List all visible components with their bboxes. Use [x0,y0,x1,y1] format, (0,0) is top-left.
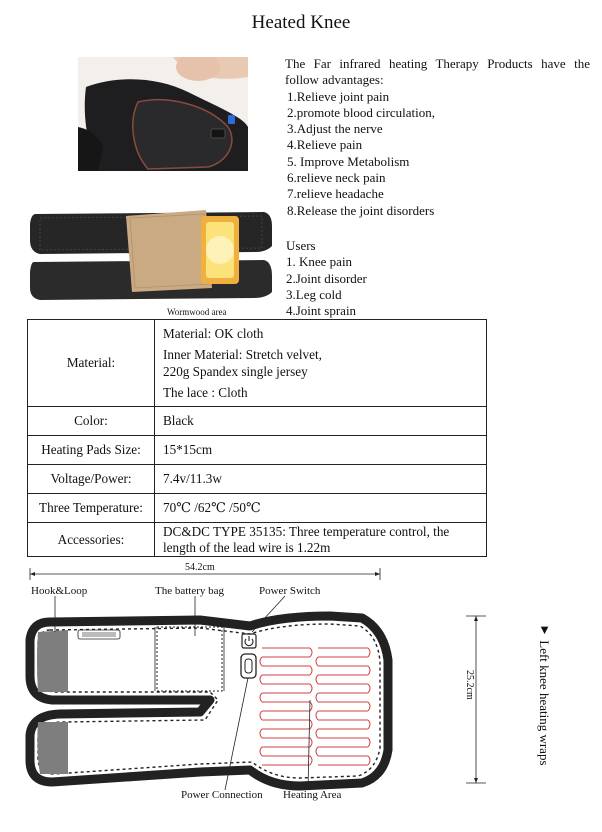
spec-value: Black [155,407,487,436]
spec-label: Color: [28,407,155,436]
user-item: 1. Knee pain [286,254,353,270]
spec-label: Three Temperature: [28,494,155,523]
user-item: 4.Joint sprain [286,303,357,319]
battery-bag-label: The battery bag [155,585,225,597]
hook-loop-label: Hook&Loop [31,585,88,597]
advantage-item: 4.Relieve pain [287,137,363,153]
spec-row-accessories [28,523,487,557]
advantage-item: 7.relieve headache [287,186,384,202]
wrap-outline [30,616,388,786]
material-line: 220g Spandex single jersey [163,364,308,379]
spec-row-pads [28,436,487,465]
advantages-intro: The Far infrared heating Therapy Products have the follow advantages: [285,56,590,88]
spec-label: Voltage/Power: [28,465,155,494]
heating-area [260,648,370,765]
spec-row-temperature [28,494,487,523]
advantages-block [285,56,590,219]
spec-label: Material: [28,320,155,407]
power-connection-label: Power Connection [181,789,263,801]
material-line: Inner Material: Stretch velvet, [163,346,322,362]
spec-row-material [28,320,487,407]
wormwood-pad-photo [26,206,274,306]
width-dimension-label: 54.2cm [185,562,215,573]
spec-row-color [28,407,487,436]
page-title: Heated Knee [251,12,351,33]
side-caption: ▼ Left knee heating wraps [537,622,552,766]
power-switch-label: Power Switch [259,585,321,597]
spec-value: 7.4v/11.3w [155,465,487,494]
advantage-item: 1.Relieve joint pain [287,88,390,104]
spec-value: 15*15cm [155,436,487,465]
spec-label: Accessories: [28,523,155,557]
advantage-item: 3.Adjust the nerve [287,121,383,137]
advantage-item: 2.promote blood circulation, [287,104,436,120]
spec-value: 70℃ /62℃ /50℃ [155,494,487,523]
hook-loop-area [37,630,68,692]
material-line: The lace : Cloth [163,384,248,400]
heating-area-label: Heating Area [283,789,342,801]
wormwood-area-label: Wormwood area [167,307,227,317]
power-connection [241,654,256,678]
advantage-item: 5. Improve Metabolism [287,153,410,169]
height-dimension-label: 25.2cm [464,670,475,700]
user-item: 2.Joint disorder [286,270,367,286]
users-block [286,238,367,319]
knee-wrap-worn-photo [78,57,248,171]
spec-value [155,320,487,407]
spec-label: Heating Pads Size: [28,436,155,465]
advantage-item: 8.Release the joint disorders [287,202,435,218]
spec-row-voltage [28,465,487,494]
battery-bag [157,627,222,691]
user-item: 3.Leg cold [286,286,342,302]
spec-table [27,319,487,557]
spec-value: DC&DC TYPE 35135: Three temperature control, the length of the lead wire is 1.22m [155,523,487,557]
advantage-item: 6.relieve neck pain [287,170,386,186]
users-heading: Users [286,238,316,253]
material-line: Material: OK cloth [163,326,264,341]
